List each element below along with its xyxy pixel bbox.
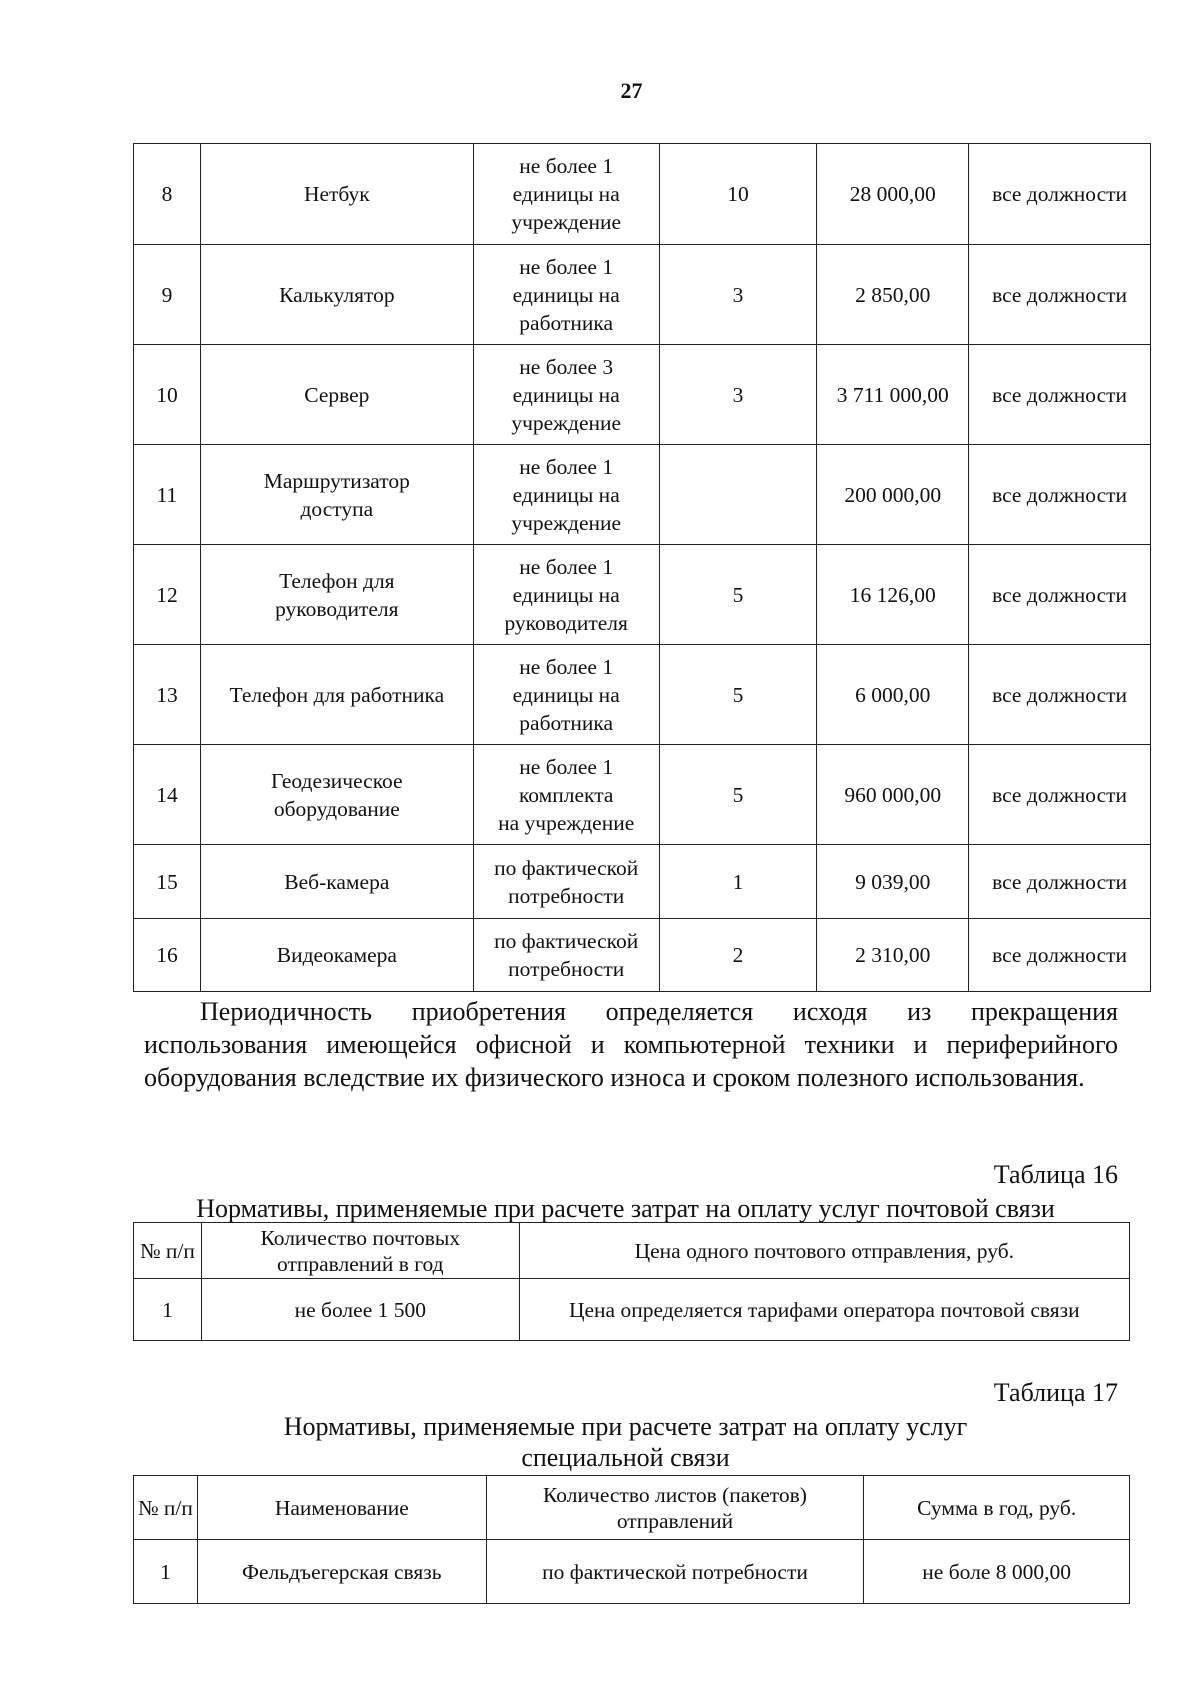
cell-name: Телефон для руководителя <box>200 545 473 645</box>
limit-line: на учреждение <box>498 810 635 835</box>
cell-price: 3 711 000,00 <box>817 345 969 445</box>
cell-num: 1 <box>134 1540 198 1604</box>
cell-positions: все должности <box>969 845 1151 919</box>
cell-positions: все должности <box>969 345 1151 445</box>
table-row <box>134 345 1151 445</box>
special-communication-table <box>133 1475 1130 1604</box>
cell-positions: все должности <box>969 645 1151 745</box>
cell-price: 6 000,00 <box>817 645 969 745</box>
cell-years: 1 <box>659 845 817 919</box>
cell-positions: все должности <box>969 919 1151 992</box>
cell-years: 10 <box>659 144 817 245</box>
limit-line: учреждение <box>511 410 622 435</box>
limit-line: единицы на <box>512 482 620 507</box>
cell-price: 2 310,00 <box>817 919 969 992</box>
table-row <box>134 144 1151 245</box>
limit-line: руководителя <box>504 610 628 635</box>
limit-line: не более 1 <box>519 754 614 779</box>
page-number: 27 <box>620 78 643 103</box>
table-row <box>134 745 1151 845</box>
cell-name: Веб-камера <box>200 845 473 919</box>
limit-line: потребности <box>508 883 625 908</box>
table-row <box>134 919 1151 992</box>
cell-limit <box>473 545 659 645</box>
table17-label: Таблица 17 <box>993 1378 1118 1407</box>
cell-limit <box>473 919 659 992</box>
limit-line: не более 3 <box>519 354 614 379</box>
cell-price: 200 000,00 <box>817 445 969 545</box>
cell-positions: все должности <box>969 445 1151 545</box>
cell-sheets: по фактической потребности <box>486 1540 864 1604</box>
cell-years: 5 <box>659 645 817 745</box>
cell-num: 12 <box>134 545 201 645</box>
cell-num: 11 <box>134 445 201 545</box>
cell-positions: все должности <box>969 144 1151 245</box>
cell-num: 16 <box>134 919 201 992</box>
limit-line: потребности <box>508 957 625 981</box>
limit-line: работника <box>519 310 614 335</box>
limit-line: не более 1 <box>519 254 614 279</box>
limit-line: по фактической <box>494 855 639 880</box>
cell-price: 16 126,00 <box>817 545 969 645</box>
cell-name: Калькулятор <box>200 245 473 345</box>
cell-positions: все должности <box>969 745 1151 845</box>
cell-positions: все должности <box>969 545 1151 645</box>
cell-num: 1 <box>134 1279 202 1341</box>
limit-line: работника <box>519 710 614 735</box>
cell-num: 13 <box>134 645 201 745</box>
table-row <box>134 645 1151 745</box>
header-price: Цена одного почтового отправления, руб. <box>519 1223 1129 1279</box>
cell-limit <box>473 345 659 445</box>
periodicity-paragraph <box>144 995 1118 1094</box>
cell-years: 2 <box>659 919 817 992</box>
cell-years <box>659 445 817 545</box>
cell-price: Цена определяется тарифами оператора почтовой связи <box>519 1279 1129 1341</box>
cell-num: 15 <box>134 845 201 919</box>
cell-price: 9 039,00 <box>817 845 969 919</box>
limit-line: единицы на <box>512 182 620 206</box>
cell-sum: не боле 8 000,00 <box>864 1540 1130 1604</box>
cell-num: 9 <box>134 245 201 345</box>
table17-title: Нормативы, применяемые при расчете затрат на оплату услуг специальной связи <box>283 1412 968 1472</box>
limit-line: не более 1 <box>519 654 614 679</box>
header-name: Наименование <box>197 1476 486 1540</box>
table-row <box>134 545 1151 645</box>
cell-limit <box>473 245 659 345</box>
limit-line: единицы на <box>512 682 620 707</box>
paragraph-text: Периодичность приобретения определяется исходя из прекращения использования имеющейся офисной и компьютерной техники и периферийного оборудования вследствие их физического износа и сроком полезного использования. <box>144 997 1118 1092</box>
table-row <box>134 245 1151 345</box>
limit-line: комплекта <box>518 782 614 807</box>
limit-line: не более 1 <box>519 454 614 479</box>
table-row <box>134 445 1151 545</box>
postal-table <box>133 1222 1130 1341</box>
cell-name: Видеокамера <box>200 919 473 992</box>
equipment-table <box>133 143 1151 992</box>
limit-line: не более 1 <box>519 554 614 579</box>
cell-name: Маршрутизатор доступа <box>200 445 473 545</box>
cell-limit <box>473 645 659 745</box>
cell-num: 14 <box>134 745 201 845</box>
table-row <box>134 1540 1130 1604</box>
cell-name: Геодезическое оборудование <box>200 745 473 845</box>
cell-price: 2 850,00 <box>817 245 969 345</box>
cell-name: Нетбук <box>200 144 473 245</box>
cell-years: 5 <box>659 745 817 845</box>
header-num: № п/п <box>134 1476 198 1540</box>
limit-line: учреждение <box>511 210 622 234</box>
limit-line: единицы на <box>512 382 620 407</box>
header-quantity: Количество почтовых отправлений в год <box>201 1223 519 1279</box>
cell-name: Фельдъегерская связь <box>197 1540 486 1604</box>
table-row <box>134 1279 1130 1341</box>
cell-years: 3 <box>659 345 817 445</box>
header-num: № п/п <box>134 1223 202 1279</box>
cell-name: Сервер <box>200 345 473 445</box>
cell-price: 28 000,00 <box>817 144 969 245</box>
table-row <box>134 845 1151 919</box>
limit-line: не более 1 <box>519 154 614 178</box>
table16-label: Таблица 16 <box>993 1160 1118 1189</box>
limit-line: единицы на <box>512 582 620 607</box>
cell-positions: все должности <box>969 245 1151 345</box>
cell-limit <box>473 445 659 545</box>
cell-limit <box>473 845 659 919</box>
cell-years: 5 <box>659 545 817 645</box>
cell-name: Телефон для работника <box>200 645 473 745</box>
header-sheets: Количество листов (пакетов) отправлений <box>486 1476 864 1540</box>
limit-line: единицы на <box>512 282 620 307</box>
table16-title: Нормативы, применяемые при расчете затрат на оплату услуг почтовой связи <box>196 1194 1055 1223</box>
table-header-row <box>134 1476 1130 1540</box>
equipment-table-body <box>134 144 1151 992</box>
cell-years: 3 <box>659 245 817 345</box>
limit-line: по фактической <box>494 929 639 953</box>
header-sum: Сумма в год, руб. <box>864 1476 1130 1540</box>
cell-quantity: не более 1 500 <box>201 1279 519 1341</box>
limit-line: учреждение <box>511 510 622 535</box>
cell-num: 8 <box>134 144 201 245</box>
table-header-row <box>134 1223 1130 1279</box>
cell-price: 960 000,00 <box>817 745 969 845</box>
cell-num: 10 <box>134 345 201 445</box>
cell-limit <box>473 144 659 245</box>
cell-limit <box>473 745 659 845</box>
